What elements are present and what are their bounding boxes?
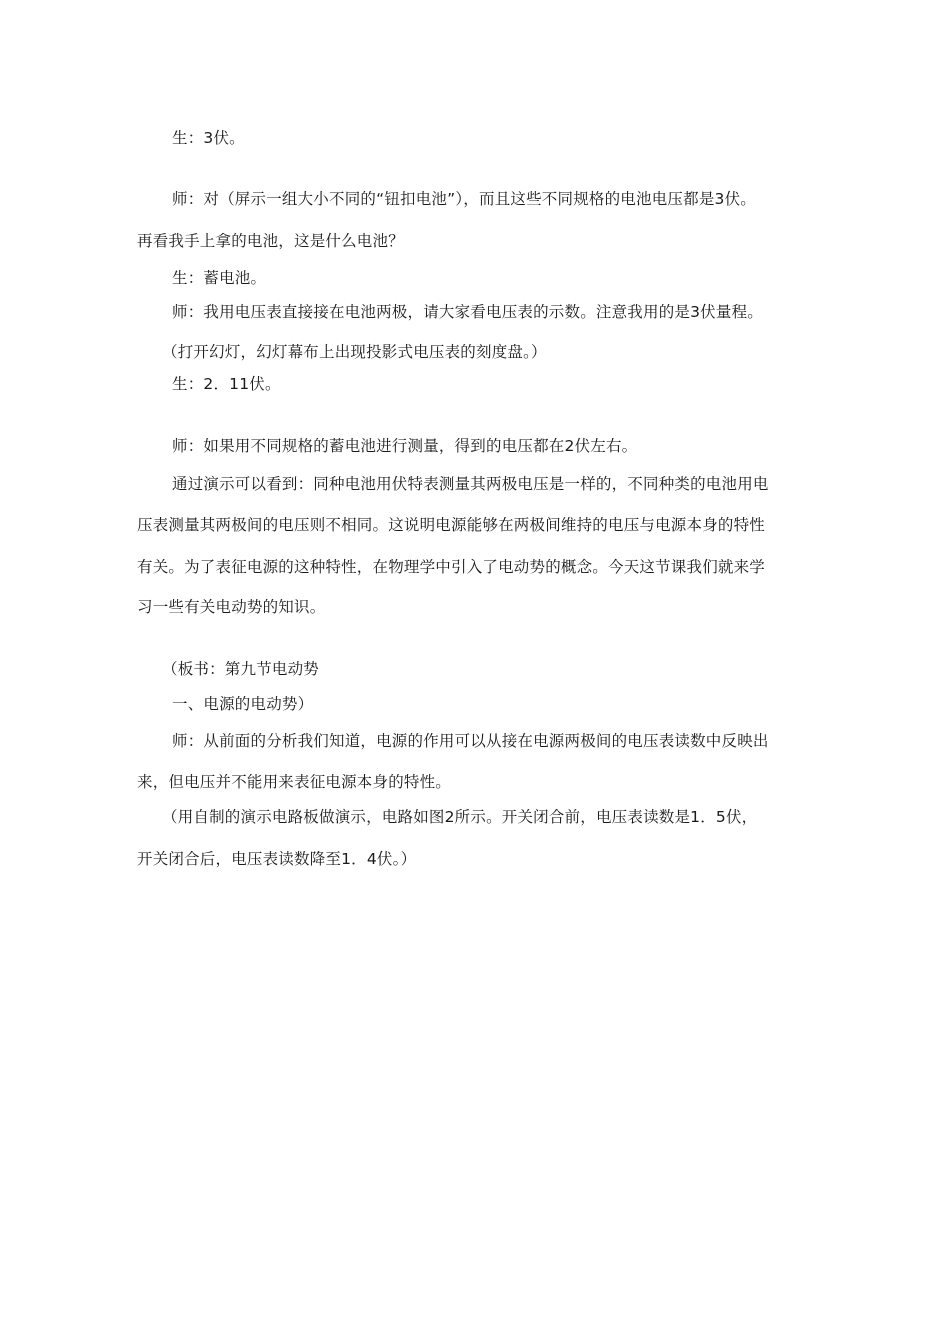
- paragraph-line: 压表测量其两极间的电压则不相同。这说明电源能够在两极间维持的电压与电源本身的特性: [137, 516, 766, 534]
- paragraph-line: 再看我手上拿的电池，这是什么电池？: [137, 232, 404, 250]
- paragraph-line: 一、电源的电动势）: [172, 695, 314, 713]
- paragraph-line: 有关。为了表征电源的这种特性，在物理学中引入了电动势的概念。今天这节课我们就来学: [137, 558, 766, 576]
- paragraph-line: 师：如果用不同规格的蓄电池进行测量，得到的电压都在2伏左右。: [172, 437, 638, 455]
- paragraph-line: 师：我用电压表直接接在电池两极，请大家看电压表的示数。注意我用的是3伏量程。: [172, 303, 763, 321]
- paragraph-line: （板书：第九节电动势: [162, 660, 320, 678]
- paragraph-line: （用自制的演示电路板做演示，电路如图2所示。开关闭合前，电压表读数是1．5伏，: [162, 808, 758, 826]
- paragraph-line: 师：从前面的分析我们知道，电源的作用可以从接在电源两极间的电压表读数中反映出: [172, 732, 769, 750]
- paragraph-line: （打开幻灯，幻灯幕布上出现投影式电压表的刻度盘。）: [162, 343, 547, 361]
- paragraph-line: 开关闭合后，电压表读数降至1．4伏。）: [137, 850, 417, 868]
- paragraph-line: 生：3伏。: [172, 129, 245, 147]
- paragraph-line: 生：蓄电池。: [172, 269, 267, 287]
- paragraph-line: 习一些有关电动势的知识。: [137, 598, 326, 616]
- paragraph-line: 师：对（屏示一组大小不同的“钮扣电池”），而且这些不同规格的电池电压都是3伏。: [172, 190, 756, 208]
- paragraph-line: 来，但电压并不能用来表征电源本身的特性。: [137, 773, 452, 791]
- paragraph-line: 生：2．11伏。: [172, 375, 281, 393]
- paragraph-line: 通过演示可以看到：同种电池用伏特表测量其两极电压是一样的，不同种类的电池用电: [172, 475, 769, 493]
